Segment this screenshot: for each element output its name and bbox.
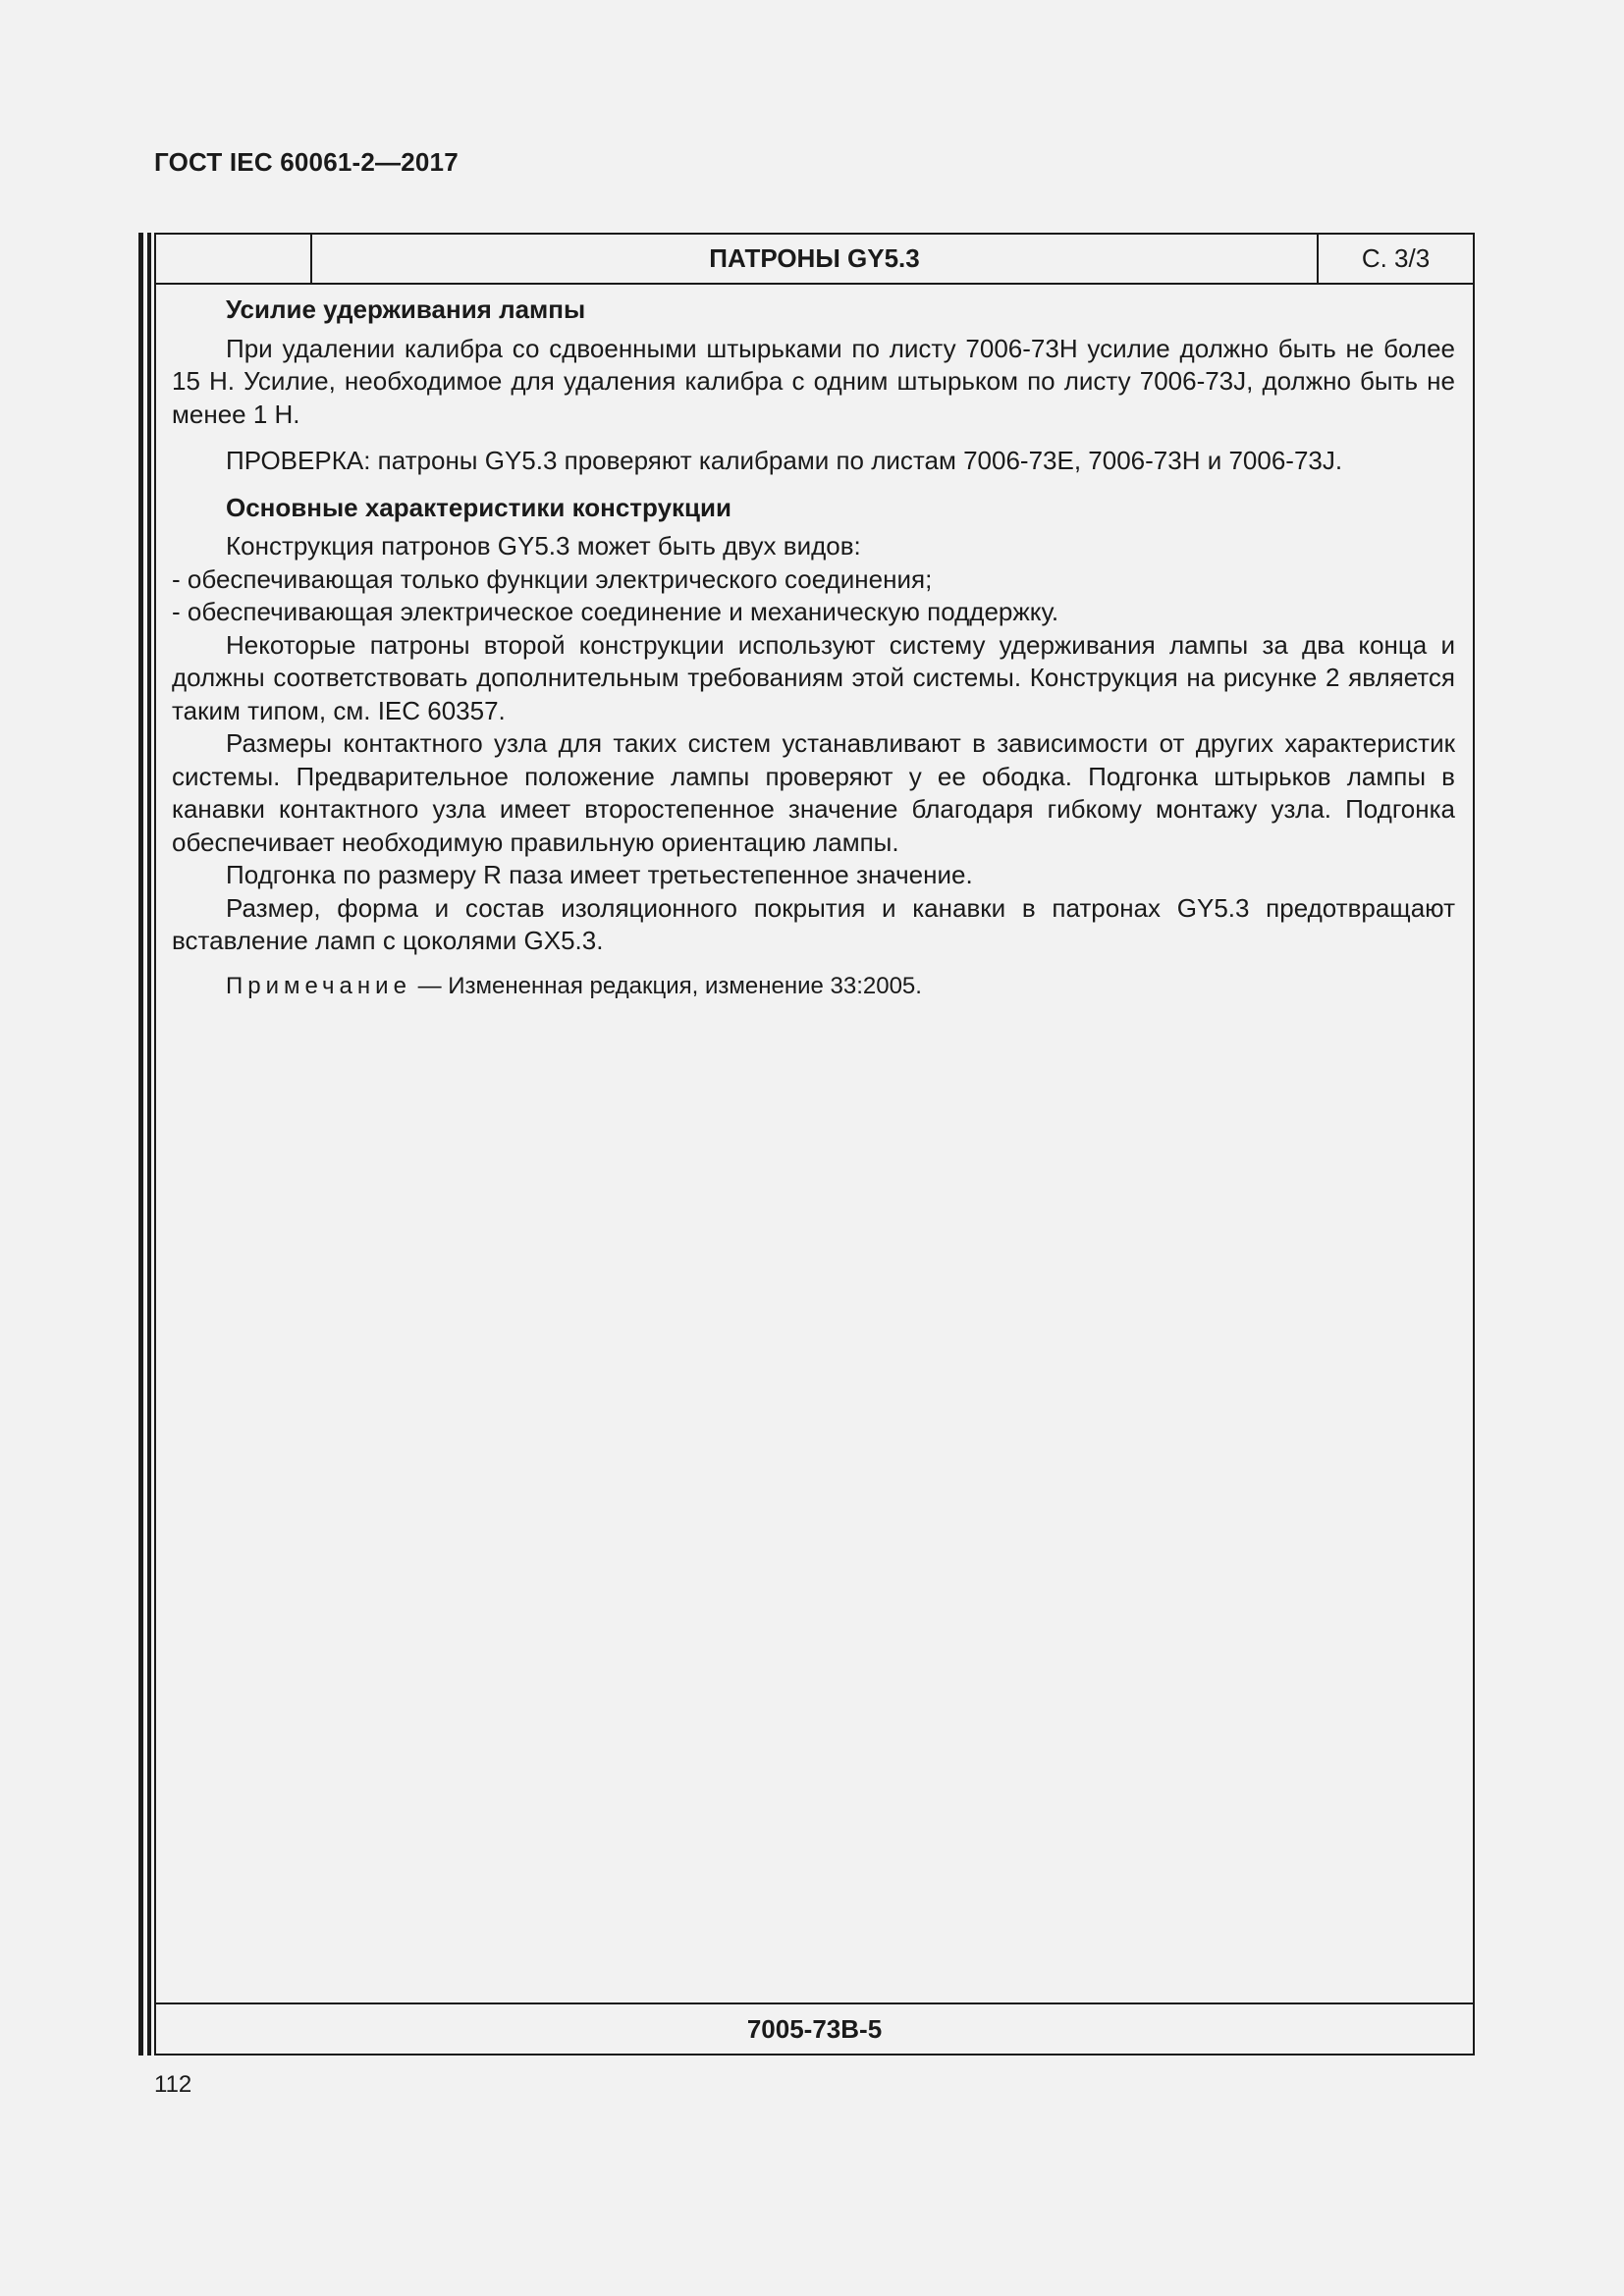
head-empty-cell <box>156 235 312 283</box>
sheet-page-indicator: С. 3/3 <box>1361 243 1431 273</box>
margin-rule-outer <box>138 233 143 2056</box>
section-heading: Усилие удерживания лампы <box>226 294 586 324</box>
note-label: Примечание <box>226 972 411 999</box>
table-head <box>156 235 1473 285</box>
paragraph: Размеры контактного узла для таких систем устанавливают в зависимости от других характеристик системы. Предварительное положение лампы проверяют у ее ободка. Подгонка штырьков лампы в канавки контактного узла имеет второстепенное значение благодаря гибкому монтажу узла. Подгонка обеспечивает необходимую правильную ориентацию лампы. <box>172 728 1455 857</box>
note-text: — Измененная редакция, изменение 33:2005. <box>417 972 922 999</box>
paragraph: Конструкция патронов GY5.3 может быть двух видов: <box>226 531 861 561</box>
page-number: 112 <box>154 2071 192 2098</box>
list-item: - обеспечивающая электрическое соединение и механическую поддержку. <box>172 597 1059 626</box>
paragraph: Подгонка по размеру R паза имеет третьестепенное значение. <box>226 860 973 889</box>
sheet-content <box>172 294 1455 1002</box>
note <box>172 970 1455 1003</box>
paragraph: Некоторые патроны второй конструкции используют систему удерживания лампы за два конца и должны соответствовать дополнительным требованиям этой системы. Конструкция на рисунке 2 является таким типом, см. IEC 60357. <box>172 629 1455 725</box>
paragraph: Размер, форма и состав изоляционного покрытия и канавки в патронах GY5.3 предотвращают вставление ламп с цоколями GX5.3. <box>172 892 1455 955</box>
sheet-title: ПАТРОНЫ GY5.3 <box>312 235 1319 283</box>
paragraph: ПРОВЕРКА: патроны GY5.3 проверяют калибрами по листам 7006-73E, 7006-73H и 7006-73J. <box>226 446 1343 475</box>
sheet-code: 7005-73B-5 <box>156 2002 1473 2054</box>
list-item: - обеспечивающая только функции электрического соединения; <box>172 563 933 594</box>
margin-rule-inner <box>147 233 151 2056</box>
document-header: ГОСТ IEC 60061-2—2017 <box>154 147 459 177</box>
section-heading: Основные характеристики конструкции <box>226 492 731 522</box>
paragraph: При удалении калибра со сдвоенными штырьками по листу 7006-73H усилие должно быть не более 15 Н. Усилие, необходимое для удаления калибра с одним штырьком по листу 7006-73J, должно быть не менее 1 Н. <box>172 333 1455 429</box>
sheet-frame <box>154 233 1475 2056</box>
